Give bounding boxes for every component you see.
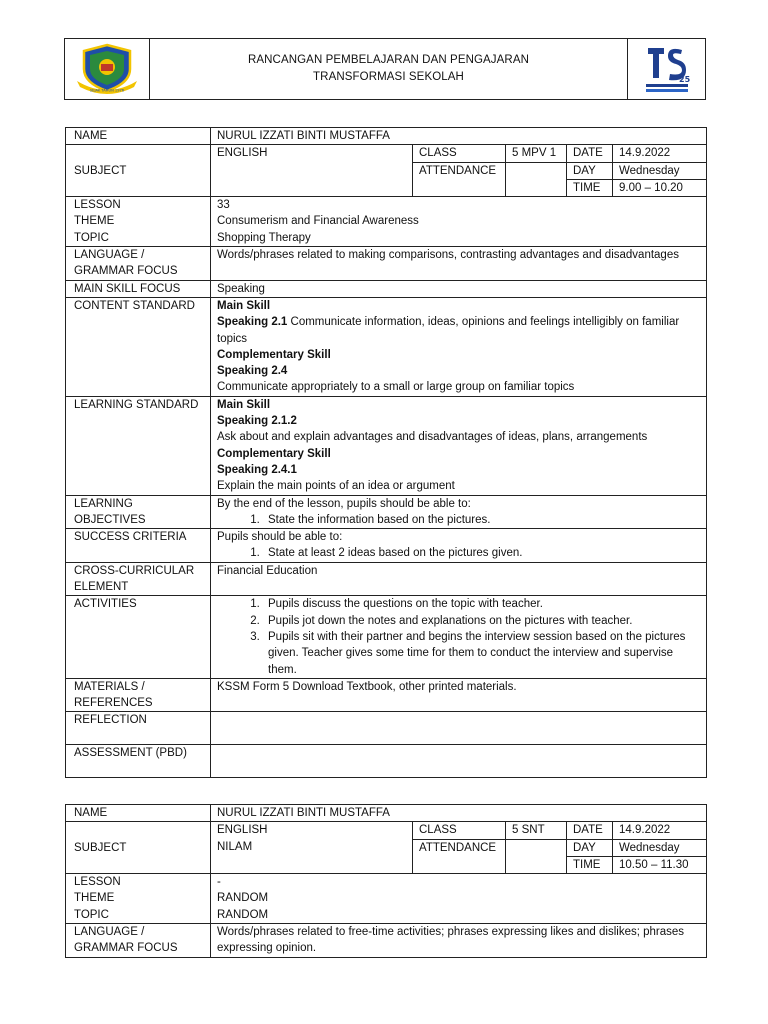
cs-main-skill-heading: Main Skill [217, 299, 271, 312]
lesson-plan-table-1 [65, 127, 707, 778]
subject-line-1: ENGLISH [217, 824, 268, 837]
table-row [66, 280, 707, 297]
table-row [66, 822, 707, 839]
class-label: CLASS [413, 822, 506, 839]
crest-motto: SEJAK TAHUN 1976 [89, 88, 125, 93]
reflection-label: REFLECTION [66, 712, 211, 745]
lesson-theme-topic-values [211, 874, 707, 924]
lesson-number: - [217, 876, 221, 889]
time-label: TIME [567, 179, 613, 196]
topic-label: TOPIC [74, 908, 109, 921]
list-item: 1. Pupils discuss the questions on the topic with teacher. [263, 596, 700, 612]
day-label: DAY [567, 839, 613, 856]
document-header [64, 38, 706, 100]
cs-main-code: Speaking 2.1 [217, 316, 288, 329]
subject-label: SUBJECT [66, 822, 211, 874]
objectives-intro: By the end of the lesson, pupils should be able to: [217, 497, 471, 510]
table-row [66, 145, 707, 162]
success-criteria-label: SUCCESS CRITERIA [66, 529, 211, 563]
table-row [66, 596, 707, 678]
table-row [66, 495, 707, 529]
table-row [66, 529, 707, 563]
class-value: 5 MPV 1 [506, 145, 567, 162]
attendance-value [506, 162, 567, 197]
lesson-theme-topic-labels [66, 197, 211, 247]
lesson-label: LESSON [74, 199, 121, 212]
lesson-plan-table-2 [65, 804, 707, 958]
ts25-icon [642, 42, 692, 96]
lesson-theme-topic-labels [66, 874, 211, 924]
table-row [66, 128, 707, 145]
ls-main-text: Ask about and explain advantages and disadvantages of ideas, plans, arrangements [217, 431, 648, 444]
objectives-label-line-1: LEARNING [74, 497, 133, 510]
objectives-label-line-2: OBJECTIVES [74, 513, 146, 526]
cross-label-line-1: CROSS-CURRICULAR [74, 564, 195, 577]
cs-main-skill-line [217, 314, 700, 347]
class-label: CLASS [413, 145, 506, 162]
title-line-2: TRANSFORMASI SEKOLAH [313, 71, 464, 83]
table-row [66, 247, 707, 281]
date-value: 14.9.2022 [613, 145, 707, 162]
cs-comp-text: Communicate appropriately to a small or large group on familiar topics [217, 381, 575, 394]
success-criteria-value [211, 529, 707, 563]
school-crest-icon [74, 43, 140, 95]
document-title [150, 39, 627, 99]
table-row [66, 874, 707, 924]
ls-main-code: Speaking 2.1.2 [217, 415, 297, 428]
subject-line-2: NILAM [217, 840, 253, 853]
school-crest-logo [65, 39, 150, 99]
day-label: DAY [567, 162, 613, 179]
language-label-line-2: GRAMMAR FOCUS [74, 265, 178, 278]
list-item: 2. Pupils jot down the notes and explanations on the pictures with teacher. [263, 613, 700, 629]
table-row [66, 712, 707, 745]
activities-label: ACTIVITIES [66, 596, 211, 678]
table-row [66, 297, 707, 396]
table-row [66, 924, 707, 958]
language-focus-value: Words/phrases related to making comparisons, contrasting advantages and disadvantages [211, 247, 707, 281]
day-value: Wednesday [613, 162, 707, 179]
subject-value [211, 822, 413, 874]
name-label: NAME [66, 128, 211, 145]
content-standard-value [211, 297, 707, 396]
lesson-theme-topic-values [211, 197, 707, 247]
teacher-name: NURUL IZZATI BINTI MUSTAFFA [211, 128, 707, 145]
language-focus-value: Words/phrases related to free-time activities; phrases expressing likes and dislikes; phrases expressing opinion. [211, 924, 707, 958]
ts25-logo [627, 39, 705, 99]
topic-value: RANDOM [217, 908, 269, 921]
assessment-label: ASSESSMENT (PBD) [66, 745, 211, 778]
time-value: 10.50 – 11.30 [613, 856, 707, 873]
learning-standard-value [211, 396, 707, 495]
lesson-number: 33 [217, 199, 230, 212]
cs-main-text: Communicate information, ideas, opinions and feelings intelligibly on familiar topics [217, 316, 680, 345]
lesson-label: LESSON [74, 876, 121, 889]
list-item: 1. State at least 2 ideas based on the pictures given. [263, 545, 700, 561]
cross-label-line-2: ELEMENT [74, 581, 129, 594]
teacher-name: NURUL IZZATI BINTI MUSTAFFA [211, 805, 707, 822]
topic-value: Shopping Therapy [217, 231, 311, 244]
date-label: DATE [567, 145, 613, 162]
subject-label: SUBJECT [66, 145, 211, 197]
date-value: 14.9.2022 [613, 822, 707, 839]
language-focus-label [66, 924, 211, 958]
assessment-value [211, 745, 707, 778]
ls-main-skill-heading: Main Skill [217, 398, 271, 411]
language-label-line-1: LANGUAGE / [74, 249, 145, 262]
language-focus-label [66, 247, 211, 281]
attendance-label: ATTENDANCE [413, 162, 506, 197]
main-skill-label: MAIN SKILL FOCUS [66, 280, 211, 297]
list-item: 1. State the information based on the pictures. [263, 512, 700, 528]
table-row [66, 396, 707, 495]
class-value: 5 SNT [506, 822, 567, 839]
materials-label-line-1: MATERIALS / [74, 680, 145, 693]
ls-comp-heading: Complementary Skill [217, 447, 331, 460]
date-label: DATE [567, 822, 613, 839]
theme-label: THEME [74, 215, 115, 228]
success-list [217, 545, 700, 561]
ls-comp-text: Explain the main points of an idea or argument [217, 480, 455, 493]
learning-standard-label: LEARNING STANDARD [66, 396, 211, 495]
theme-label: THEME [74, 892, 115, 905]
table-row [66, 678, 707, 712]
objectives-value [211, 495, 707, 529]
ts25-number: 25 [678, 75, 690, 84]
attendance-value [506, 839, 567, 874]
materials-label [66, 678, 211, 712]
subject-value: ENGLISH [211, 145, 413, 197]
topic-label: TOPIC [74, 231, 109, 244]
table-row [66, 745, 707, 778]
time-label: TIME [567, 856, 613, 873]
list-item: 3. Pupils sit with their partner and begins the interview session based on the pictures given. Teacher gives some time for them to conduct the interview and supervise them. [263, 629, 700, 678]
time-value: 9.00 – 10.20 [613, 179, 707, 196]
cs-comp-heading: Complementary Skill [217, 348, 331, 361]
cross-curricular-value: Financial Education [211, 562, 707, 596]
main-skill-value: Speaking [211, 280, 707, 297]
cs-comp-code: Speaking 2.4 [217, 365, 288, 378]
table-row [66, 562, 707, 596]
activities-list [217, 596, 700, 677]
content-standard-label: CONTENT STANDARD [66, 297, 211, 396]
theme-value: Consumerism and Financial Awareness [217, 215, 419, 228]
ls-comp-code: Speaking 2.4.1 [217, 463, 297, 476]
theme-value: RANDOM [217, 892, 269, 905]
objectives-label [66, 495, 211, 529]
title-line-1: RANCANGAN PEMBELAJARAN DAN PENGAJARAN [247, 54, 530, 66]
materials-label-line-2: REFERENCES [74, 697, 153, 710]
materials-value: KSSM Form 5 Download Textbook, other printed materials. [211, 678, 707, 712]
cross-curricular-label [66, 562, 211, 596]
objectives-list [217, 512, 700, 528]
success-intro: Pupils should be able to: [217, 531, 343, 544]
reflection-value [211, 712, 707, 745]
day-value: Wednesday [613, 839, 707, 856]
name-label: NAME [66, 805, 211, 822]
attendance-label: ATTENDANCE [413, 839, 506, 874]
table-row [66, 805, 707, 822]
activities-value [211, 596, 707, 678]
language-label-line-1: LANGUAGE / [74, 926, 145, 939]
table-row [66, 197, 707, 247]
language-label-line-2: GRAMMAR FOCUS [74, 942, 178, 955]
